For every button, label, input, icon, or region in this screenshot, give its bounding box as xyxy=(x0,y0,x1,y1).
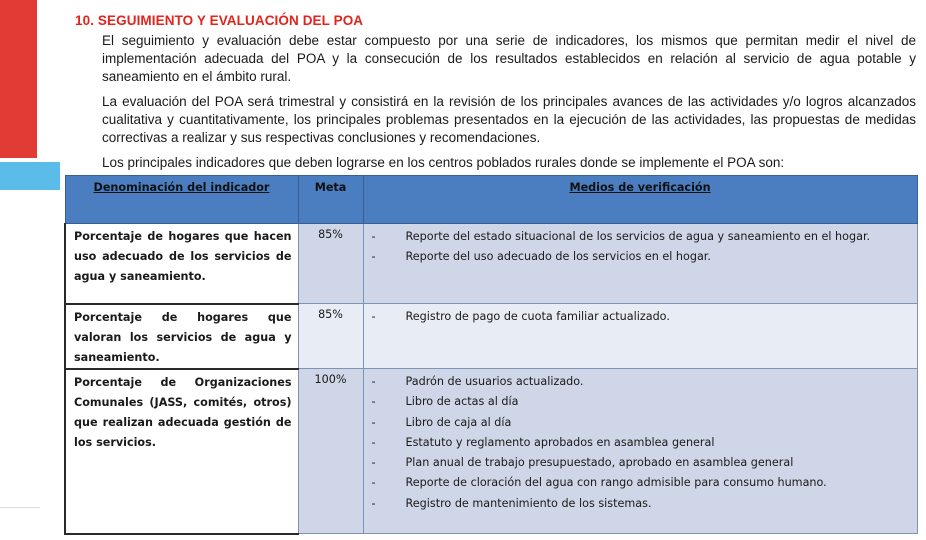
medios-cell xyxy=(363,304,917,369)
header-indicator: Denominación del indicador xyxy=(65,176,298,224)
medios-cell xyxy=(363,224,917,304)
paragraph-evaluation: La evaluación del POA será trimestral y consistirá en la revisión de los principales avances de las actividades y/o logros alcanzados cualitativa y cuantitativamente, los principales problemas presentados en la ejecución de las actividades, las propuestas de medidas correctivas a realizar y sus respectivas conclusiones y recomendaciones. xyxy=(102,94,916,145)
indicator-cell: Porcentaje de hogares que valoran los servicios de agua y saneamiento. xyxy=(65,304,298,369)
paragraph-indicators-lead: Los principales indicadores que deben lograrse en los centros poblados rurales donde se implemente el POA son: xyxy=(102,155,785,170)
medio-item: - Reporte del estado situacional de los servicios de agua y saneamiento en el hogar. xyxy=(372,227,911,247)
section-heading: 10. SEGUIMIENTO Y EVALUACIÓN DEL POA xyxy=(75,13,364,28)
meta-cell: 100% xyxy=(298,369,363,534)
header-meta: Meta xyxy=(298,176,363,224)
red-accent-bar xyxy=(0,0,37,158)
medio-item: - Reporte de cloración del agua con rango admisible para consumo humano. xyxy=(372,473,911,493)
indicators-table xyxy=(64,175,918,535)
meta-cell: 85% xyxy=(298,304,363,369)
slide-divider xyxy=(0,507,40,508)
table-header-row xyxy=(65,176,917,224)
medio-item: - Libro de actas al día xyxy=(372,392,911,412)
indicator-cell: Porcentaje de hogares que hacen uso adecuado de los servicios de agua y saneamiento. xyxy=(65,224,298,304)
paragraph-intro: El seguimiento y evaluación debe estar compuesto por una serie de indicadores, los mismos que permitan medir el nivel de implementación adecuada del POA y la consecución de los resultados establecidos en relación al servicio de agua potable y saneamiento en el ámbito rural. xyxy=(102,33,916,84)
meta-cell: 85% xyxy=(298,224,363,304)
blue-accent-bar xyxy=(0,162,60,190)
medio-item: - Reporte del uso adecuado de los servicios en el hogar. xyxy=(372,247,911,267)
medio-item: - Libro de caja al día xyxy=(372,413,911,433)
indicator-cell: Porcentaje de Organizaciones Comunales (JASS, comités, otros) que realizan adecuada gestión de los servicios. xyxy=(65,369,298,534)
medios-cell xyxy=(363,369,917,534)
medio-item: - Registro de mantenimiento de los sistemas. xyxy=(372,494,911,514)
table-row xyxy=(65,304,917,369)
table-row xyxy=(65,224,917,304)
table-row xyxy=(65,369,917,534)
medio-item: - Estatuto y reglamento aprobados en asamblea general xyxy=(372,433,911,453)
medio-item: - Padrón de usuarios actualizado. xyxy=(372,372,911,392)
medio-item: - Registro de pago de cuota familiar actualizado. xyxy=(372,307,911,327)
header-medios: Medios de verificación xyxy=(363,176,917,224)
medio-item: - Plan anual de trabajo presupuestado, aprobado en asamblea general xyxy=(372,453,911,473)
